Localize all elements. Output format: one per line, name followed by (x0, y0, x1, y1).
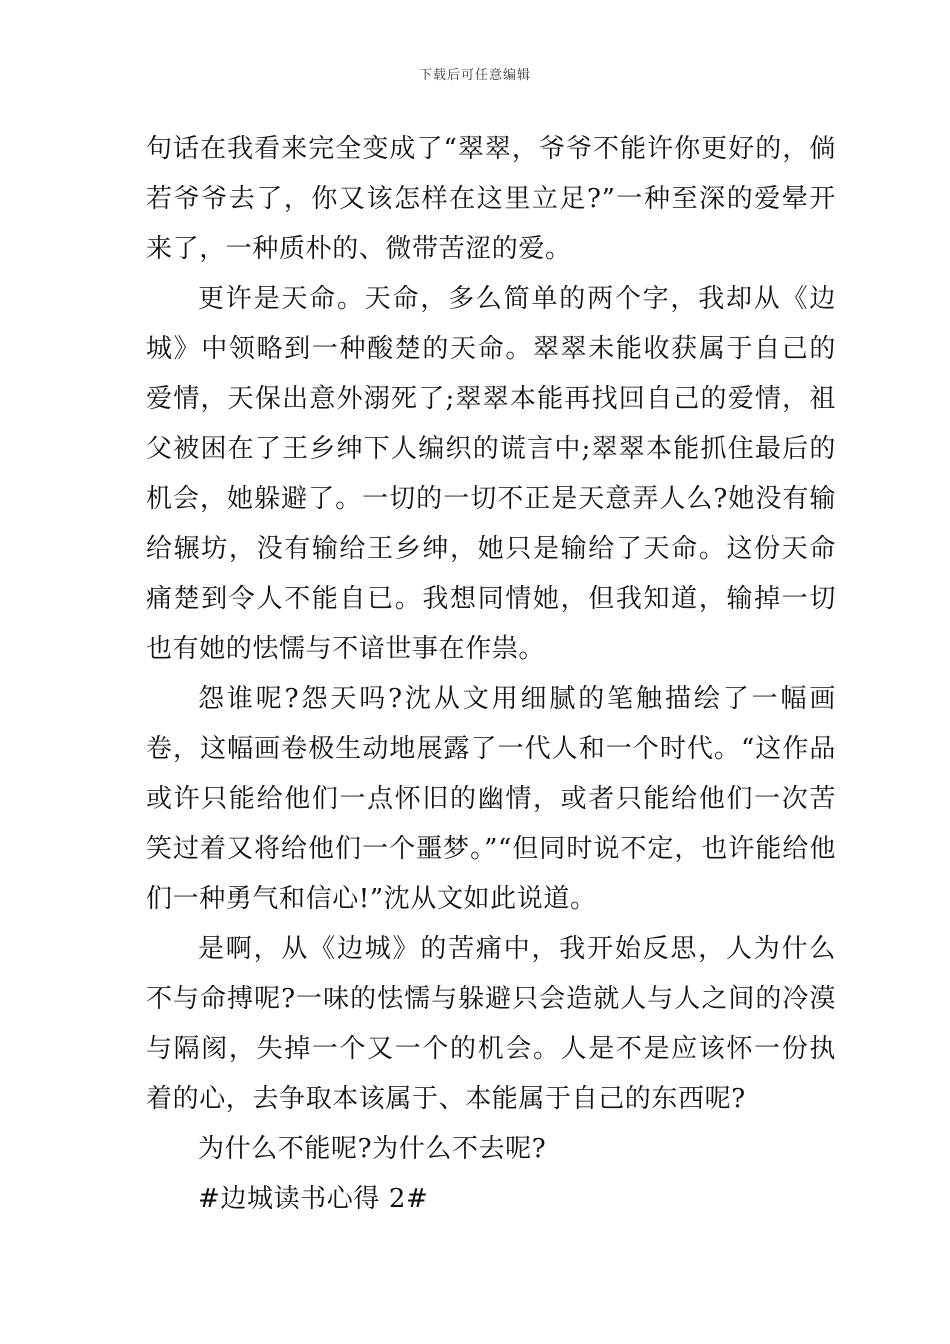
paragraph-5: 为什么不能呢?为什么不去呢? (198, 1134, 547, 1164)
page-header: 下载后可任意编辑 (418, 68, 531, 83)
section-heading: #边城读书心得 2# (198, 1184, 429, 1214)
document-body (146, 124, 836, 1224)
paragraph-4: 是啊，从《边城》的苦痛中，我开始反思，人为什么不与命搏呢?一味的怯懦与躲避只会造就人与人之间的冷漠与隔阂，失掉一个又一个的机会。人是不是应该怀一份执着的心，去争取本该属于、本能属于自己的东西呢? (146, 934, 836, 1114)
paragraph-1: 句话在我看来完全变成了“翠翠，爷爷不能许你更好的，倘若爷爷去了，你又该怎样在这里立足?”一种至深的爱晕开来了，一种质朴的、微带苦涩的爱。 (146, 134, 836, 264)
paragraph-2: 更许是天命。天命，多么简单的两个字，我却从《边城》中领略到一种酸楚的天命。翠翠未能收获属于自己的爱情，天保出意外溺死了;翠翠本能再找回自己的爱情，祖父被困在了王乡绅下人编织的谎言中;翠翠本能抓住最后的机会，她躲避了。一切的一切不正是天意弄人么?她没有输给辗坊，没有输给王乡绅，她只是输给了天命。这份天命痛楚到令人不能自已。我想同情她，但我知道，输掉一切也有她的怯懦与不谙世事在作祟。 (146, 284, 836, 664)
paragraph-3: 怨谁呢?怨天吗?沈从文用细腻的笔触描绘了一幅画卷，这幅画卷极生动地展露了一代人和一个时代。“这作品或许只能给他们一点怀旧的幽情，或者只能给他们一次苦笑过着又将给他们一个噩梦。”“但同时说不定，也许能给他们一种勇气和信心!”沈从文如此说道。 (146, 684, 836, 914)
